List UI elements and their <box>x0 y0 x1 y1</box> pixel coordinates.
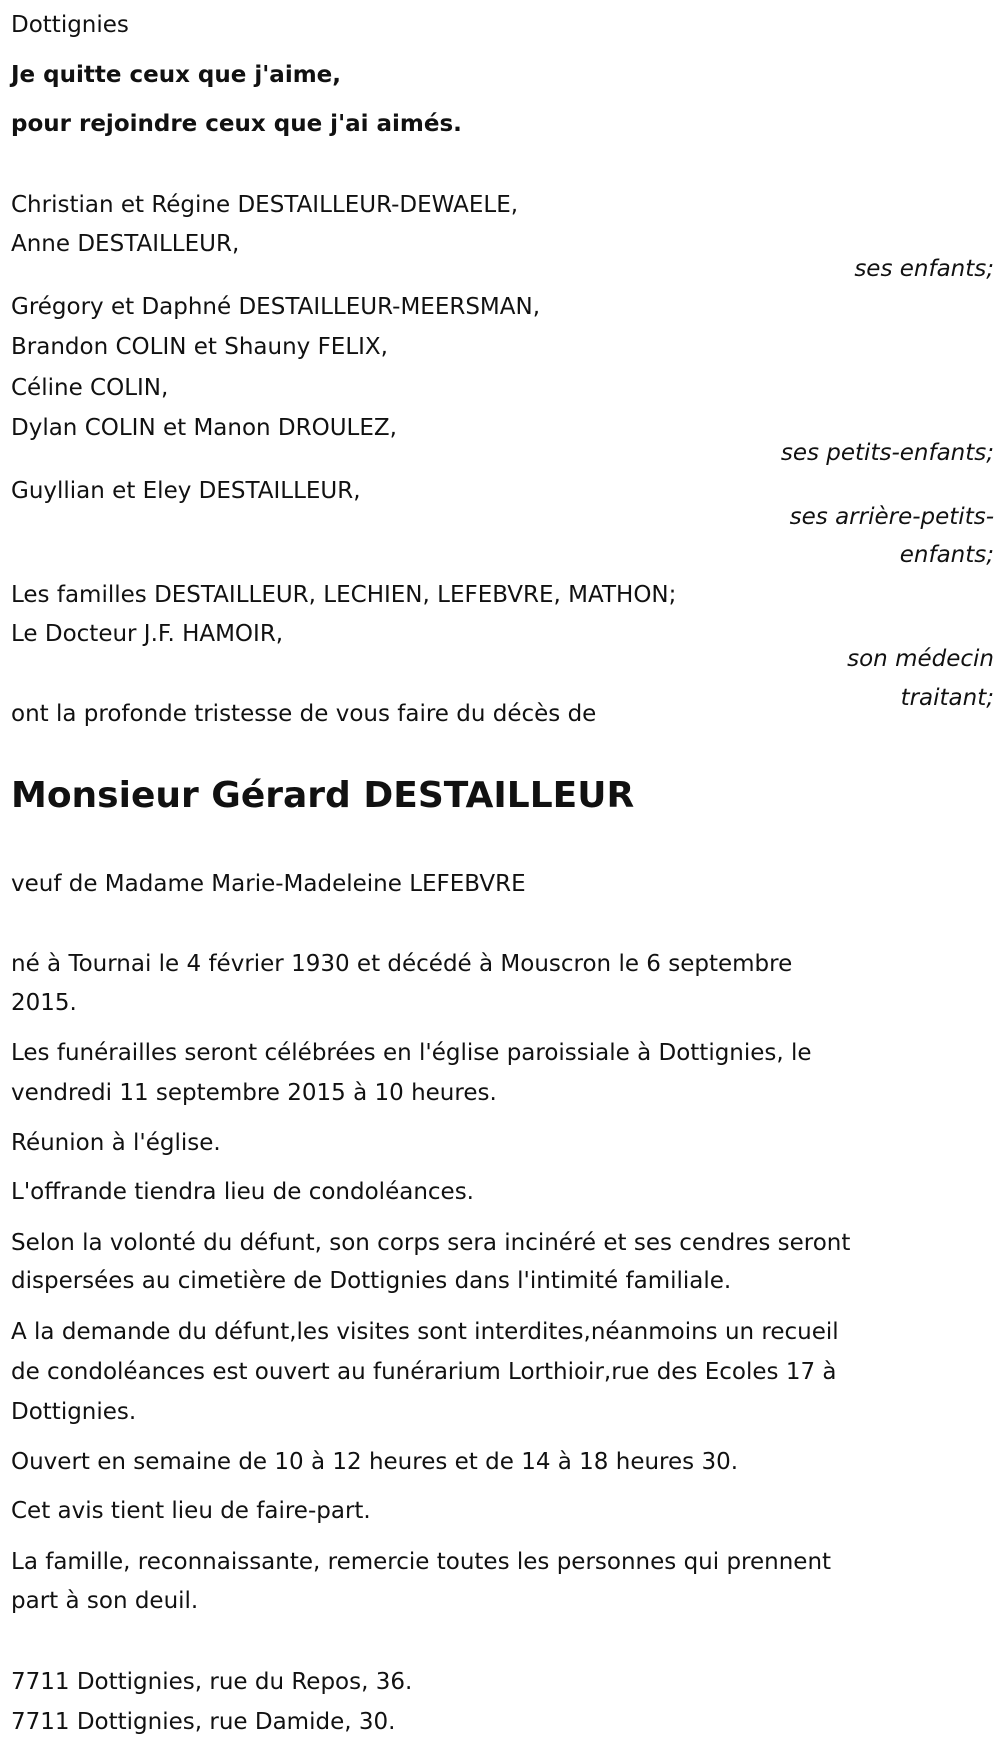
paragraph-line: Cet avis tient lieu de faire-part. <box>11 1498 371 1524</box>
paragraph-line: 2015. <box>11 990 77 1016</box>
relation-label: traitant; <box>900 685 994 711</box>
paragraph-line: né à Tournai le 4 février 1930 et décédé à Mouscron le 6 septembre <box>11 951 793 977</box>
relation-label: enfants; <box>899 542 994 568</box>
paragraph-line: Dottignies. <box>11 1399 137 1425</box>
paragraph-line: part à son deuil. <box>11 1588 199 1614</box>
relation-label: ses arrière-petits- <box>789 504 994 530</box>
paragraph-line: La famille, reconnaissante, remercie toutes les personnes qui prennent <box>11 1549 832 1575</box>
paragraph-line: de condoléances est ouvert au funérarium Lorthioir,rue des Ecoles 17 à <box>11 1359 837 1385</box>
widower-of: veuf de Madame Marie-Madeleine LEFEBVRE <box>11 871 526 897</box>
relation-label: son médecin <box>847 646 994 672</box>
paragraph-line: A la demande du défunt,les visites sont interdites,néanmoins un recueil <box>11 1319 839 1345</box>
family-member: Grégory et Daphné DESTAILLEUR-MEERSMAN, <box>11 294 541 320</box>
announcement: ont la profonde tristesse de vous faire du décès de <box>11 701 597 727</box>
paragraph-line: dispersées au cimetière de Dottignies dans l'intimité familiale. <box>11 1268 732 1294</box>
paragraph-line: Réunion à l'église. <box>11 1130 221 1156</box>
family-member: Les familles DESTAILLEUR, LECHIEN, LEFEBVRE, MATHON; <box>11 582 677 608</box>
place: Dottignies <box>11 12 129 38</box>
family-member: Céline COLIN, <box>11 375 169 401</box>
family-member: Brandon COLIN et Shauny FELIX, <box>11 334 388 360</box>
family-member: Anne DESTAILLEUR, <box>11 231 240 257</box>
paragraph-line: Selon la volonté du défunt, son corps sera incinéré et ses cendres seront <box>11 1230 851 1256</box>
relation-label: ses enfants; <box>854 256 994 282</box>
address: 7711 Dottignies, rue Damide, 30. <box>11 1709 396 1735</box>
paragraph-line: Ouvert en semaine de 10 à 12 heures et de 14 à 18 heures 30. <box>11 1449 739 1475</box>
address: 7711 Dottignies, rue du Repos, 36. <box>11 1669 413 1695</box>
paragraph-line: L'offrande tiendra lieu de condoléances. <box>11 1179 474 1205</box>
relation-label: ses petits-enfants; <box>780 440 994 466</box>
family-member: Dylan COLIN et Manon DROULEZ, <box>11 415 397 441</box>
paragraph-line: Les funérailles seront célébrées en l'église paroissiale à Dottignies, le <box>11 1040 812 1066</box>
paragraph-line: vendredi 11 septembre 2015 à 10 heures. <box>11 1080 497 1106</box>
family-member: Guyllian et Eley DESTAILLEUR, <box>11 478 361 504</box>
deceased-name: Monsieur Gérard DESTAILLEUR <box>11 775 635 816</box>
quote-line: Je quitte ceux que j'aime, <box>11 62 342 88</box>
family-member: Le Docteur J.F. HAMOIR, <box>11 621 284 647</box>
quote-line: pour rejoindre ceux que j'ai aimés. <box>11 111 462 137</box>
family-member: Christian et Régine DESTAILLEUR-DEWAELE, <box>11 192 519 218</box>
